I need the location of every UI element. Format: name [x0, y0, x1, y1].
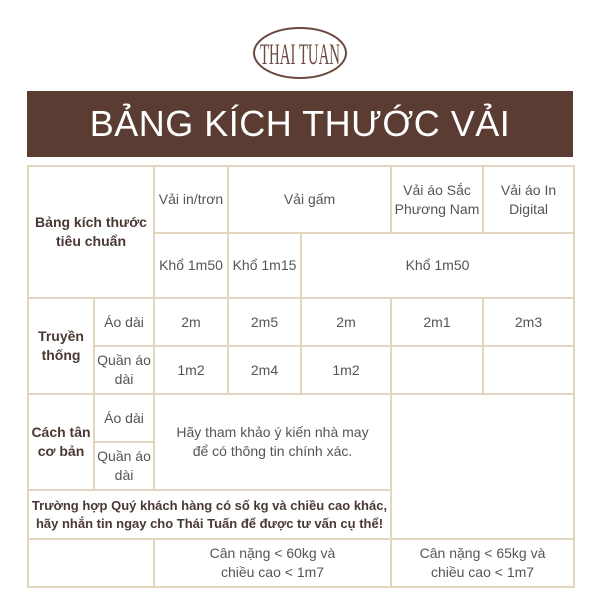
empty-cell	[391, 394, 574, 539]
traditional-label: Truyền thống	[28, 298, 94, 394]
value-cell: 1m2	[301, 346, 391, 394]
note-cell: Trường hợp Quý khách hàng có số kg và chiều cao khác, hãy nhắn tin ngay cho Thái Tuấn để được tư vấn cụ thể!	[28, 490, 391, 539]
width-cell: Khổ 1m50	[154, 233, 228, 298]
svg-text:THAI TUAN: THAI TUAN	[260, 38, 340, 71]
row-label: Áo dài	[94, 298, 154, 346]
header-in-digital: Vải áo In Digital	[483, 166, 574, 233]
header-sac-phuong-nam: Vải áo Sắc Phương Nam	[391, 166, 483, 233]
thai-tuan-logo	[252, 26, 348, 80]
value-cell: 2m	[154, 298, 228, 346]
row-label: Áo dài	[94, 394, 154, 442]
header-vai-in-tron: Vải in/trơn	[154, 166, 228, 233]
value-cell	[483, 346, 574, 394]
value-cell: 1m2	[154, 346, 228, 394]
value-cell: 2m	[301, 298, 391, 346]
table-corner-label: Bảng kích thước tiêu chuẩn	[28, 166, 154, 298]
condition-cell: Cân nặng < 60kg và chiều cao < 1m7	[154, 539, 391, 587]
page-title-banner: BẢNG KÍCH THƯỚC VẢI	[27, 91, 573, 157]
width-cell: Khổ 1m15	[228, 233, 301, 298]
fabric-size-table	[27, 165, 575, 588]
advice-cell: Hãy tham khảo ý kiến nhà may để có thông tin chính xác.	[154, 394, 391, 490]
modern-label: Cách tân cơ bản	[28, 394, 94, 490]
row-label: Quần áo dài	[94, 346, 154, 394]
condition-cell: Cân nặng < 65kg và chiều cao < 1m7	[391, 539, 574, 587]
row-label: Quần áo dài	[94, 442, 154, 490]
value-cell: 2m5	[228, 298, 301, 346]
value-cell: 2m4	[228, 346, 301, 394]
value-cell	[391, 346, 483, 394]
value-cell: 2m3	[483, 298, 574, 346]
value-cell: 2m1	[391, 298, 483, 346]
width-cell: Khổ 1m50	[301, 233, 574, 298]
header-vai-gam: Vải gấm	[228, 166, 391, 233]
empty-cell	[28, 539, 154, 587]
